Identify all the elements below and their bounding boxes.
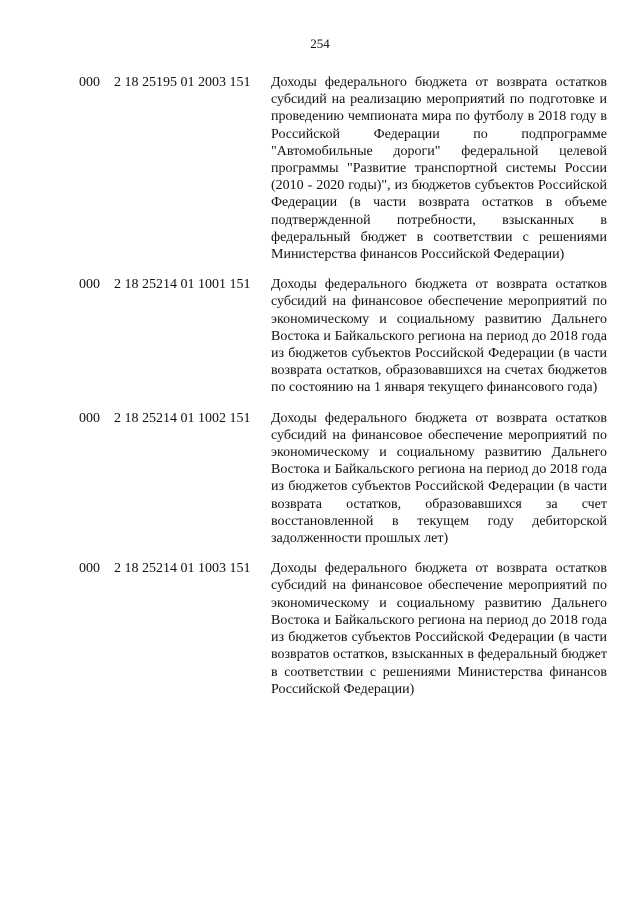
- budget-classification-code: 2 18 25214 01 1003 151: [114, 561, 251, 577]
- budget-classification-code: 2 18 25214 01 1001 151: [114, 277, 251, 293]
- table-row: [0, 410, 640, 548]
- revenue-description: Доходы федерального бюджета от возврата остатков субсидий на финансовое обеспечение мероприятий по экономическому и социальному развитию Дальнего Востока и Байкальского региона на период до 2018 года из бюджетов субъектов Российской Федерации (в части возврата остатков, образовавшихся на счетах бюджетов по состоянию на 1 января текущего финансового года): [271, 277, 607, 396]
- table-row: [0, 74, 640, 263]
- admin-code: 000: [79, 277, 100, 293]
- budget-classification-code: 2 18 25214 01 1002 151: [114, 410, 251, 426]
- revenue-description: Доходы федерального бюджета от возврата остатков субсидий на реализацию мероприятий по подготовке и проведению чемпионата мира по футболу в 2018 году в Российской Федерации по подпрограмме "Автомобильные дороги" федеральной целевой программы "Развитие транспортной системы России (2010 - 2020 годы)", из бюджетов субъектов Российской Федерации (в части возврата остатков в объеме подтвержденной потребности, взысканных в федеральный бюджет в соответствии с решениями Министерства финансов Российской Федерации): [271, 75, 607, 263]
- revenue-code-list: [0, 74, 640, 711]
- table-row: [0, 276, 640, 396]
- revenue-description: Доходы федерального бюджета от возврата остатков субсидий на финансовое обеспечение мероприятий по экономическому и социальному развитию Дальнего Востока и Байкальского региона на период до 2018 года из бюджетов субъектов Российской Федерации (в части возвратов остатков, взысканных в федеральный бюджет в соответствии с решениями Министерства финансов Российской Федерации): [271, 561, 607, 697]
- admin-code: 000: [79, 410, 100, 426]
- page-number: 254: [310, 36, 330, 51]
- admin-code: 000: [79, 561, 100, 577]
- budget-classification-code: 2 18 25195 01 2003 151: [114, 75, 251, 90]
- revenue-description: Доходы федерального бюджета от возврата остатков субсидий на финансовое обеспечение мероприятий по экономическому и социальному развитию Дальнего Востока и Байкальского региона на период до 2018 года из бюджетов субъектов Российской Федерации (в части возврата остатков, образовавшихся за счет восстановленной в текущем году дебиторской задолженности прошлых лет): [271, 410, 607, 547]
- admin-code: 000: [79, 75, 100, 90]
- table-row: [0, 560, 640, 698]
